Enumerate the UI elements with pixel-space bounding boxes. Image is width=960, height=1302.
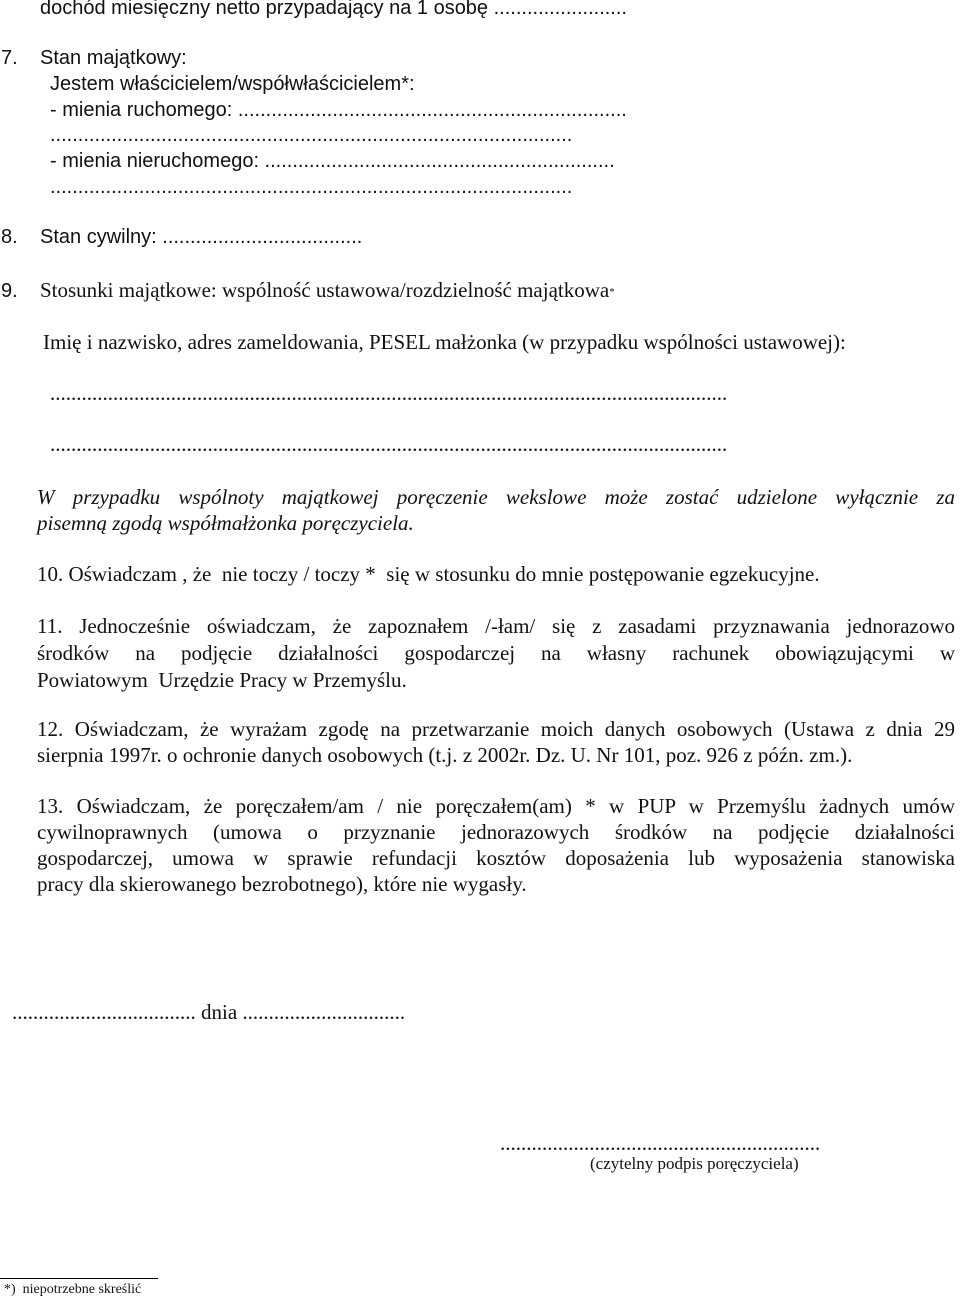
item7-immovable-line: - mienia nieruchomego: ............................................................... [50,150,615,172]
item8-number: 8. [1,226,18,248]
item11-line-3: Powiatowym Urzędzie Pracy w Przemyślu. [37,668,407,692]
item7-immovable-continuation: .............................................................................................. [50,176,573,198]
spouse-dots-line-2: ................................................................................................................................. [50,432,728,456]
signature-dots: ............................................................. [500,1131,821,1155]
item9-property-relations [40,278,615,303]
item11-line-2: środków na podjęcie działalności gospodarczej na własny rachunek obowiązującymi w [37,641,955,665]
income-line: dochód miesięczny netto przypadający na 1 osobę ........................ [40,0,627,19]
footnote: *) niepotrzebne skreślić [4,1282,142,1297]
item8-marital-status: Stan cywilny: .................................... [40,226,363,248]
footnote-separator [0,1278,158,1279]
spouse-label: Imię i nazwisko, adres zameldowania, PESEL małżonka (w przypadku wspólności ustawowej): [43,330,846,354]
item7-owner-line: Jestem właścicielem/współwłaścicielem*: [50,73,415,95]
item9-text: Stosunki majątkowe: wspólność ustawowa/rozdzielność majątkowa [40,278,610,302]
item7-movable-continuation: .............................................................................................. [50,124,573,146]
item7-movable-line: - mienia ruchomego: ...................................................................... [50,99,627,121]
item9-footnote-mark: * [609,286,615,298]
item7-number: 7. [1,47,18,69]
item11-line-1: 11. Jednocześnie oświadczam, że zapoznałem /-łam/ się z zasadami przyznawania jednorazowo [37,614,955,638]
item10-enforcement-statement: 10. Oświadczam , że nie toczy / toczy * się w stosunku do mnie postępowanie egzekucyjne. [37,562,820,586]
place-date-line: ................................... dnia ............................... [12,1000,406,1024]
item13-line-2: cywilnoprawnych (umowa o przyznanie jednorazowych środków na podjęcie działalności [37,820,955,844]
item13-line-4: pracy dla skierowanego bezrobotnego), które nie wygasły. [37,872,527,896]
spouse-dots-line-1: ................................................................................................................................. [50,381,728,405]
signature-label: (czytelny podpis poręczyciela) [590,1154,799,1173]
item12-line-2: sierpnia 1997r. o ochronie danych osobowych (t.j. z 2002r. Dz. U. Nr 101, poz. 926 z późn. zm.). [37,743,853,767]
item7-title: Stan majątkowy: [40,47,187,69]
joint-property-note-line-1: W przypadku wspólnoty majątkowej poręczenie wekslowe może zostać udzielone wyłącznie za [37,485,955,509]
joint-property-note-line-2: pisemną zgodą współmałżonka poręczyciela. [37,511,414,535]
item12-line-1: 12. Oświadczam, że wyrażam zgodę na przetwarzanie moich danych osobowych (Ustawa z dnia 29 [37,717,955,741]
item13-line-3: gospodarczej, umowa w sprawie refundacji kosztów doposażenia lub wyposażenia stanowiska [37,846,955,870]
item13-line-1: 13. Oświadczam, że poręczałem/am / nie poręczałem(am) * w PUP w Przemyślu żadnych umów [37,794,955,818]
item9-number: 9. [1,280,18,302]
